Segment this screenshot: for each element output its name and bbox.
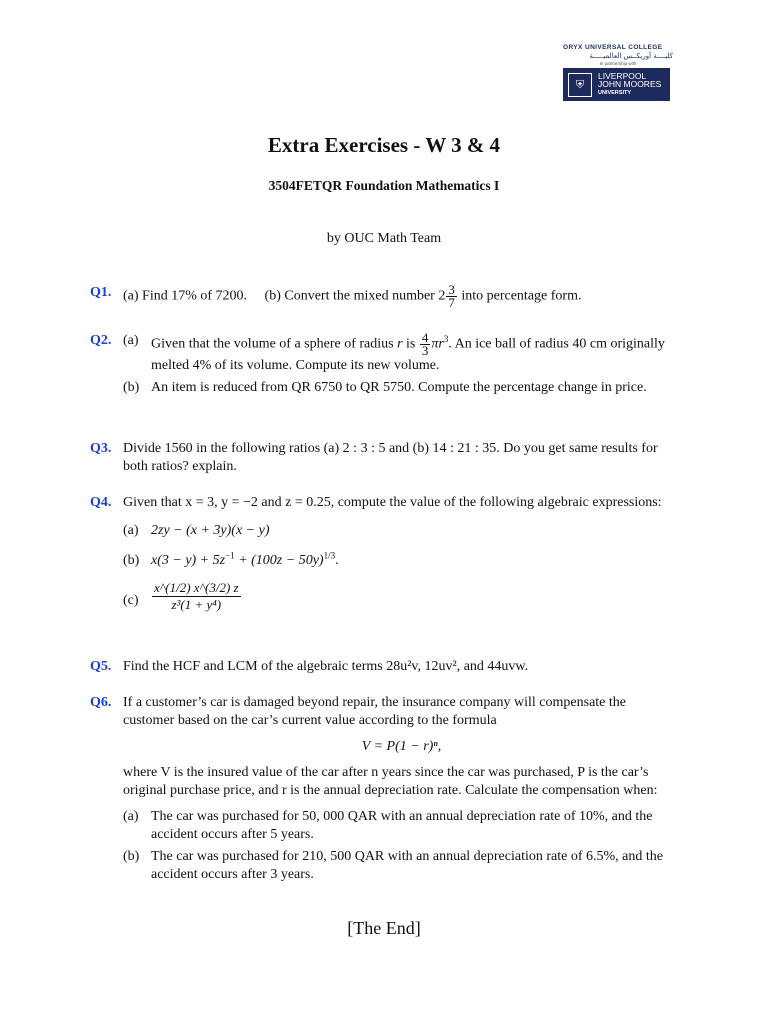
q3-text: Divide 1560 in the following ratios (a) 2 : 3 : 5 and (b) 14 : 21 : 35. Do you get same results for both ratios? explain.	[123, 441, 658, 474]
part-label: (b)	[123, 553, 140, 568]
q4-b-expr-mid: + (100z − 50y)	[234, 553, 324, 568]
logo-partnership-text: In partnership with	[599, 61, 637, 66]
fraction-denominator: 3	[421, 343, 429, 358]
question-body	[123, 694, 680, 884]
q2-a-is: is	[402, 336, 419, 352]
q6-a-text: The car was purchased for 50, 000 QAR with an annual depreciation rate of 10%, and the accident occurs after 5 years.	[151, 809, 653, 842]
question-label: Q6.	[90, 695, 112, 710]
q4-part-c	[123, 580, 680, 613]
crest-icon: ⛨	[568, 73, 592, 97]
q2-a-text: Given that the volume of a sphere of radius	[151, 336, 398, 352]
question-body	[123, 494, 680, 613]
q2-b-text: An item is reduced from QR 6750 to QR 5750. Compute the percentage change in price.	[151, 380, 647, 395]
question-label: Q1.	[90, 285, 112, 300]
question-body	[123, 284, 680, 309]
ljmu-logo-box	[563, 68, 670, 101]
ljmu-logo-text	[598, 72, 661, 98]
logo-uni-line1: LIVERPOOL	[598, 70, 647, 81]
end-marker: [The End]	[347, 918, 421, 938]
fraction-numerator: 4	[421, 330, 429, 345]
q1-part-a: (a) Find 17% of 7200.	[123, 288, 248, 304]
part-label: (a)	[123, 523, 139, 538]
q4-b-expr-pre: x(3 − y) + 5z	[151, 553, 226, 568]
logo-college-name: ORYX UNIVERSAL COLLEGE	[563, 44, 663, 51]
question-2	[90, 332, 680, 397]
q1-part-b-post: into percentage form.	[457, 288, 582, 304]
part-label: (b)	[123, 380, 140, 395]
page-title: Extra Exercises - W 3 & 4	[267, 133, 501, 157]
exponent: 1/3	[323, 550, 336, 561]
q4-intro: Given that x = 3, y = −2 and z = 0.25, compute the value of the following algebraic expressions:	[123, 495, 662, 510]
exponent: 3	[443, 334, 449, 345]
question-1	[90, 284, 680, 309]
logo-uni-line2: JOHN MOORES	[598, 79, 662, 90]
variable-r: r	[397, 336, 403, 352]
q6-intro: If a customer’s car is damaged beyond repair, the insurance company will compensate the customer based on the car’s current value according to the formula	[123, 695, 626, 728]
q6-part-a	[123, 808, 680, 844]
part-label: (a)	[123, 333, 139, 348]
question-6	[90, 694, 680, 884]
q5-text: Find the HCF and LCM of the algebraic terms 28u²v, 12uv², and 44uvw.	[123, 659, 529, 674]
exponent: −1	[225, 550, 235, 561]
q4-a-expression: 2zy − (x + 3y)(x − y)	[151, 523, 270, 538]
author-line: by OUC Math Team	[326, 231, 442, 246]
q4-part-a	[123, 522, 680, 540]
question-body	[123, 332, 680, 397]
q6-part-b	[123, 848, 680, 884]
part-label: (b)	[123, 849, 140, 864]
part-label: (c)	[123, 593, 139, 608]
fraction-numerator: 3	[448, 282, 455, 297]
course-title: 3504FETQR Foundation Mathematics I	[268, 178, 500, 193]
fraction-denominator: 7	[448, 295, 455, 310]
fraction-denominator: z³(1 + y⁴)	[171, 597, 222, 612]
q4-part-b	[123, 552, 680, 570]
fraction-numerator: x^(1/2) x^(3/2) z	[154, 580, 239, 595]
q4-c-fraction	[152, 580, 241, 613]
q6-b-text: The car was purchased for 210, 500 QAR with an annual depreciation rate of 6.5%, and the accident occurs after 3 years.	[151, 849, 663, 882]
question-label: Q3.	[90, 441, 112, 456]
depreciation-formula: V = P(1 − r)ⁿ,	[361, 739, 442, 754]
q2-part-a	[123, 332, 680, 375]
question-4	[90, 494, 680, 613]
logo-uni-line3: UNIVERSITY	[598, 89, 632, 96]
logo-college-name-arabic: كليــــة أوريكــس العالميـــــة	[589, 52, 673, 60]
college-logo	[563, 44, 673, 101]
question-5	[90, 658, 680, 676]
q1-part-b-pre: (b) Convert the mixed number 2	[264, 288, 446, 304]
volume-fraction	[420, 332, 431, 357]
q4-b-expr-post: .	[335, 553, 339, 568]
question-label: Q4.	[90, 495, 112, 510]
question-label: Q5.	[90, 659, 112, 674]
q6-explanation: where V is the insured value of the car after n years since the car was purchased, P is the car’s original purchase price, and r is the annual depreciation rate. Calculate the compensation when:	[123, 765, 658, 798]
q2-part-b	[123, 379, 680, 397]
mixed-number-fraction	[446, 284, 457, 309]
pi-r: πr	[431, 336, 444, 352]
q2-a-text-post: . An ice ball of radius 40 cm originally melted 4% of its volume. Compute its new volume.	[151, 336, 665, 373]
part-label: (a)	[123, 809, 139, 824]
question-label: Q2.	[90, 333, 112, 348]
question-3	[90, 440, 680, 476]
